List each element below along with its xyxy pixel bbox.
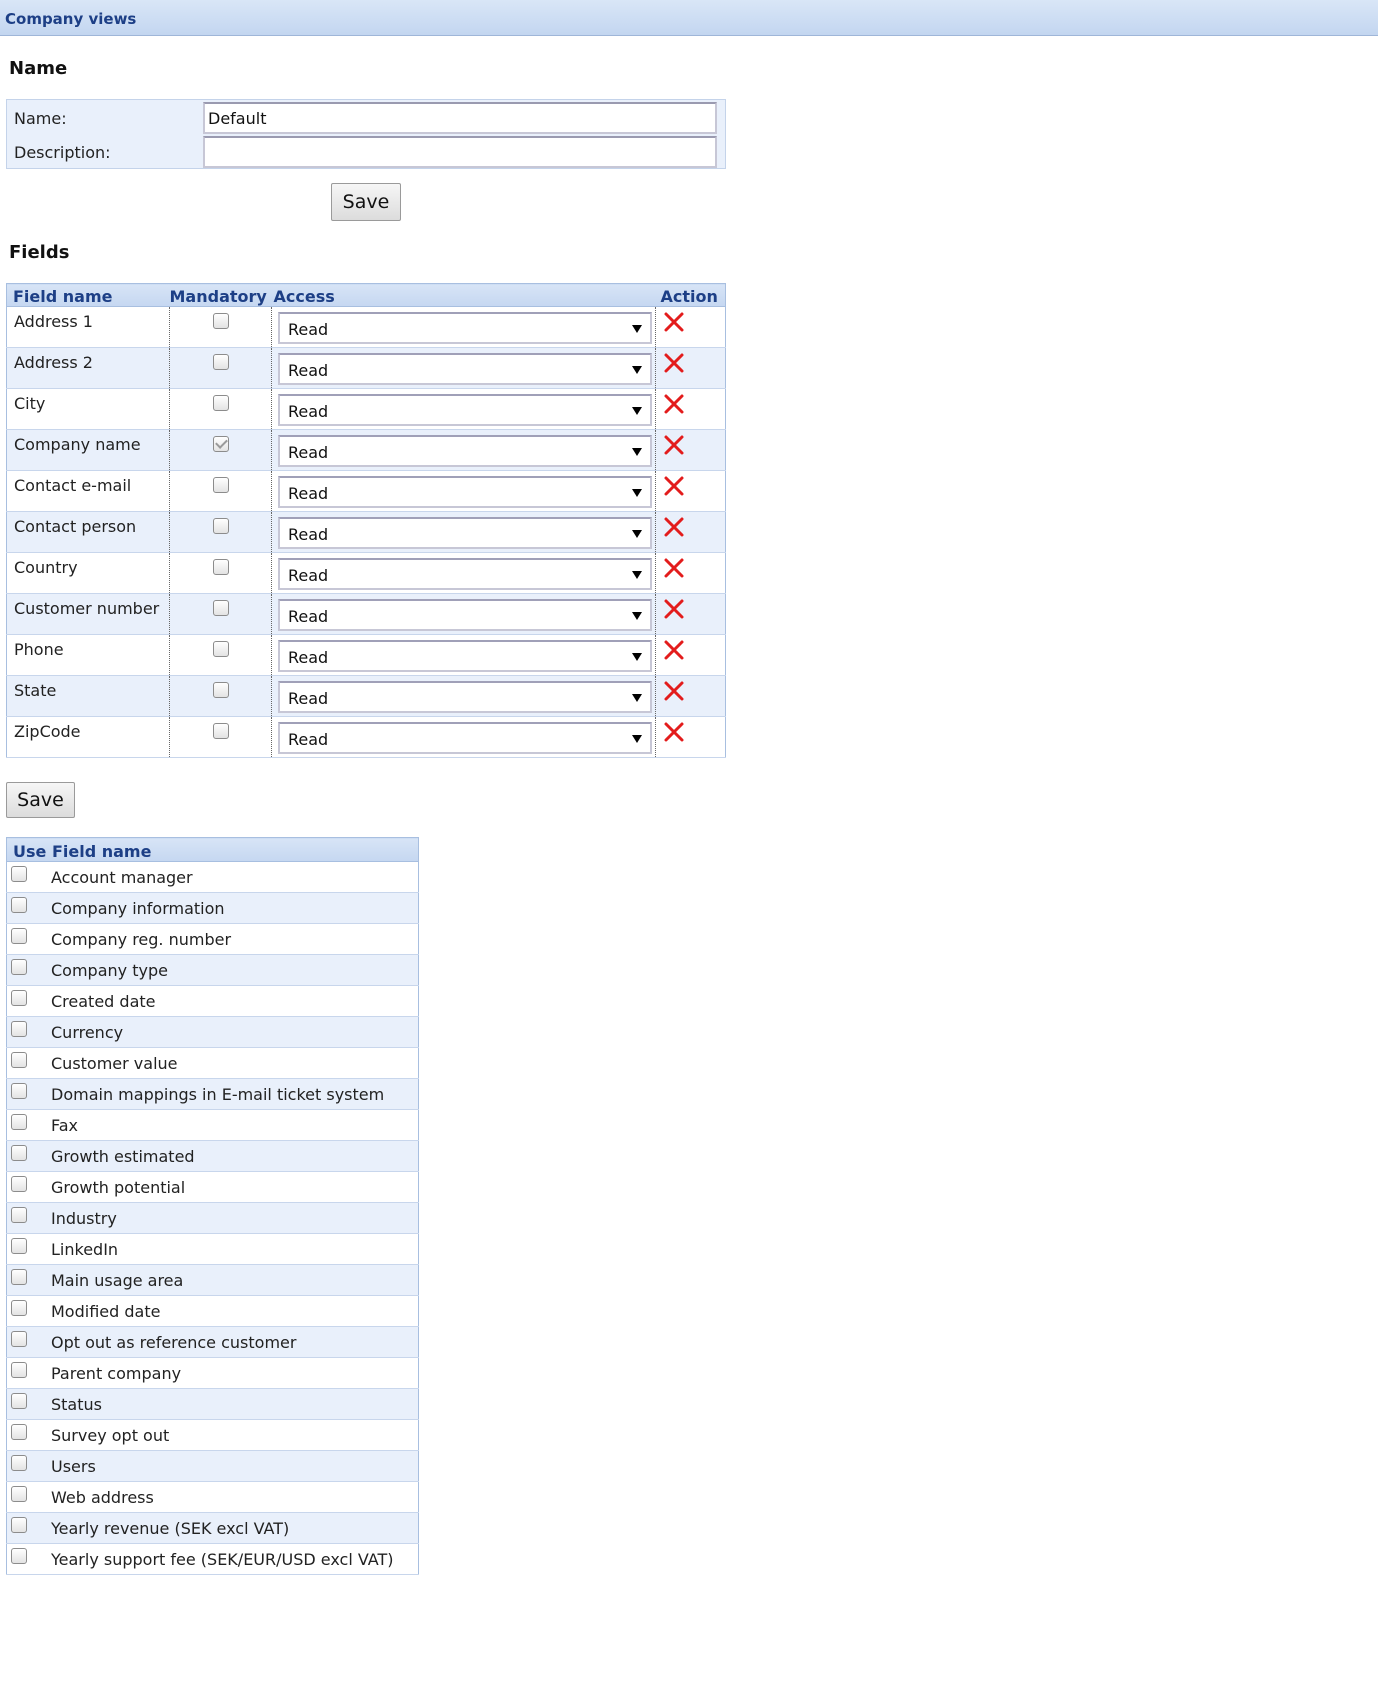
- use-field-checkbox[interactable]: [11, 1176, 27, 1192]
- use-field-cell: [7, 1327, 419, 1358]
- use-field-item: [7, 893, 418, 923]
- mandatory-cell: [170, 676, 272, 717]
- use-field-checkbox[interactable]: [11, 928, 27, 944]
- use-field-checkbox[interactable]: [11, 990, 27, 1006]
- use-field-row: [7, 1017, 419, 1048]
- use-field-label: Currency: [51, 1023, 124, 1042]
- access-select[interactable]: [278, 558, 652, 590]
- use-field-label: Growth estimated: [51, 1147, 195, 1166]
- use-field-label: Customer value: [51, 1054, 178, 1073]
- access-select[interactable]: [278, 435, 652, 467]
- use-field-cell: [7, 1296, 419, 1327]
- use-field-cell: [7, 986, 419, 1017]
- use-field-label: Parent company: [51, 1364, 182, 1383]
- field-name-cell: [7, 430, 170, 471]
- use-field-checkbox[interactable]: [11, 1083, 27, 1099]
- use-field-cell: [7, 1110, 419, 1141]
- use-field-checkbox[interactable]: [11, 1052, 27, 1068]
- access-select[interactable]: [278, 476, 652, 508]
- access-select-value: Read: [288, 607, 329, 626]
- access-select-value: Read: [288, 484, 329, 503]
- use-field-row: [7, 955, 419, 986]
- use-field-row: [7, 1203, 419, 1234]
- access-select-value: Read: [288, 320, 329, 339]
- description-input[interactable]: [203, 136, 717, 168]
- field-name: City: [14, 394, 46, 413]
- use-field-row: [7, 924, 419, 955]
- access-cell: [272, 676, 656, 717]
- access-cell: [272, 348, 656, 389]
- use-field-row: [7, 1358, 419, 1389]
- use-fields-table: [6, 837, 419, 1575]
- use-field-cell: [7, 1358, 419, 1389]
- mandatory-checkbox[interactable]: [213, 354, 229, 370]
- action-cell: [656, 553, 726, 594]
- field-name: Address 1: [14, 312, 93, 331]
- field-row: [7, 635, 726, 676]
- dropdown-arrow-icon: [632, 366, 642, 374]
- field-name: Contact e-mail: [14, 476, 132, 495]
- use-field-checkbox[interactable]: [11, 1393, 27, 1409]
- use-field-label: Industry: [51, 1209, 117, 1228]
- delete-x-icon[interactable]: [663, 434, 685, 456]
- use-field-cell: [7, 1079, 419, 1110]
- action-cell: [656, 389, 726, 430]
- mandatory-checkbox[interactable]: [213, 600, 229, 616]
- access-select[interactable]: [278, 312, 652, 344]
- use-field-item: [7, 955, 418, 985]
- dropdown-arrow-icon: [632, 571, 642, 579]
- access-cell: [272, 553, 656, 594]
- use-field-checkbox[interactable]: [11, 1300, 27, 1316]
- column-header-use: Use: [13, 842, 47, 861]
- mandatory-checkbox[interactable]: [213, 436, 229, 452]
- field-name: Country: [14, 558, 78, 577]
- delete-x-icon[interactable]: [663, 516, 685, 538]
- dropdown-arrow-icon: [632, 612, 642, 620]
- column-header-access: Access: [272, 284, 656, 307]
- mandatory-checkbox[interactable]: [213, 641, 229, 657]
- use-field-checkbox[interactable]: [11, 1238, 27, 1254]
- access-select[interactable]: [278, 599, 652, 631]
- use-field-item: [7, 1234, 418, 1264]
- use-field-label: Company type: [51, 961, 168, 980]
- use-field-row: [7, 1451, 419, 1482]
- field-row: [7, 430, 726, 471]
- field-name: State: [14, 681, 57, 700]
- save-fields-button[interactable]: Save: [6, 782, 75, 818]
- use-table-header: [7, 838, 419, 862]
- access-select[interactable]: [278, 394, 652, 426]
- column-header-use-field-name: Field name: [51, 842, 152, 861]
- mandatory-checkbox[interactable]: [213, 559, 229, 575]
- use-field-checkbox[interactable]: [11, 1331, 27, 1347]
- use-field-cell: [7, 1048, 419, 1079]
- use-field-item: [7, 1141, 418, 1171]
- mandatory-checkbox[interactable]: [213, 477, 229, 493]
- use-field-item: [7, 1358, 418, 1388]
- use-field-item: [7, 1079, 418, 1109]
- use-field-cell: [7, 1017, 419, 1048]
- save-name-button[interactable]: Save: [331, 183, 401, 221]
- action-cell: [656, 512, 726, 553]
- mandatory-cell: [170, 594, 272, 635]
- action-cell: [656, 430, 726, 471]
- delete-x-icon[interactable]: [663, 352, 685, 374]
- dropdown-arrow-icon: [632, 489, 642, 497]
- field-name-cell: [7, 635, 170, 676]
- use-field-checkbox[interactable]: [11, 1548, 27, 1564]
- use-field-label: Growth potential: [51, 1178, 186, 1197]
- access-select[interactable]: [278, 353, 652, 385]
- field-name-cell: [7, 594, 170, 635]
- mandatory-cell: [170, 512, 272, 553]
- use-field-label: Created date: [51, 992, 156, 1011]
- use-field-cell: [7, 862, 419, 893]
- mandatory-cell: [170, 430, 272, 471]
- use-field-row: [7, 986, 419, 1017]
- use-field-cell: [7, 1141, 419, 1172]
- use-field-cell: [7, 924, 419, 955]
- use-field-row: [7, 1420, 419, 1451]
- delete-x-icon[interactable]: [663, 311, 685, 333]
- use-field-label: Users: [51, 1457, 96, 1476]
- field-row: [7, 512, 726, 553]
- use-field-cell: [7, 1420, 419, 1451]
- mandatory-cell: [170, 471, 272, 512]
- access-select-value: Read: [288, 402, 329, 421]
- name-input[interactable]: [203, 102, 717, 134]
- mandatory-checkbox[interactable]: [213, 723, 229, 739]
- use-field-item: [7, 1265, 418, 1295]
- field-row: [7, 471, 726, 512]
- field-name-cell: [7, 307, 170, 348]
- use-field-checkbox[interactable]: [11, 1269, 27, 1285]
- field-row: [7, 553, 726, 594]
- use-field-cell: [7, 893, 419, 924]
- use-field-checkbox[interactable]: [11, 1424, 27, 1440]
- field-name-cell: [7, 676, 170, 717]
- use-field-label: LinkedIn: [51, 1240, 119, 1259]
- use-field-row: [7, 862, 419, 893]
- window-title: Company views: [0, 0, 1378, 36]
- use-field-row: [7, 1172, 419, 1203]
- action-cell: [656, 471, 726, 512]
- use-field-item: [7, 986, 418, 1016]
- delete-x-icon[interactable]: [663, 557, 685, 579]
- use-field-row: [7, 893, 419, 924]
- use-field-cell: [7, 955, 419, 986]
- use-field-checkbox[interactable]: [11, 1207, 27, 1223]
- column-header-action: Action: [656, 284, 726, 307]
- field-row: [7, 348, 726, 389]
- use-field-item: [7, 1203, 418, 1233]
- fields-section-heading: Fields: [9, 242, 70, 263]
- use-field-label: Web address: [51, 1488, 154, 1507]
- use-field-item: [7, 1482, 418, 1512]
- use-field-label: Main usage area: [51, 1271, 184, 1290]
- use-field-row: [7, 1265, 419, 1296]
- use-field-label: Status: [51, 1395, 102, 1414]
- field-name-cell: [7, 389, 170, 430]
- field-row: [7, 307, 726, 348]
- use-field-row: [7, 1482, 419, 1513]
- use-field-item: [7, 1172, 418, 1202]
- use-field-label: Survey opt out: [51, 1426, 170, 1445]
- mandatory-cell: [170, 635, 272, 676]
- use-field-item: [7, 924, 418, 954]
- use-field-item: [7, 1544, 418, 1574]
- use-field-item: [7, 1451, 418, 1481]
- field-row: [7, 389, 726, 430]
- action-cell: [656, 635, 726, 676]
- mandatory-cell: [170, 307, 272, 348]
- access-select-value: Read: [288, 525, 329, 544]
- use-field-checkbox[interactable]: [11, 897, 27, 913]
- field-name: Phone: [14, 640, 64, 659]
- use-field-item: [7, 1048, 418, 1078]
- use-field-label: Account manager: [51, 868, 193, 887]
- dropdown-arrow-icon: [632, 694, 642, 702]
- field-name: ZipCode: [14, 722, 81, 741]
- description-row: [7, 134, 725, 168]
- name-label: Name:: [14, 109, 67, 128]
- dropdown-arrow-icon: [632, 407, 642, 415]
- access-select-value: Read: [288, 361, 329, 380]
- use-field-item: [7, 1513, 418, 1543]
- use-field-cell: [7, 1203, 419, 1234]
- mandatory-cell: [170, 389, 272, 430]
- access-select[interactable]: [278, 722, 652, 754]
- delete-x-icon[interactable]: [663, 721, 685, 743]
- access-cell: [272, 307, 656, 348]
- use-field-checkbox[interactable]: [11, 959, 27, 975]
- access-select[interactable]: [278, 640, 652, 672]
- name-row: [7, 100, 725, 134]
- action-cell: [656, 307, 726, 348]
- action-cell: [656, 676, 726, 717]
- access-select-value: Read: [288, 443, 329, 462]
- use-field-label: Domain mappings in E-mail ticket system: [51, 1085, 385, 1104]
- column-header-field-name: Field name: [7, 284, 170, 307]
- use-field-cell: [7, 1234, 419, 1265]
- use-field-item: [7, 1420, 418, 1450]
- field-name-cell: [7, 717, 170, 758]
- use-field-row: [7, 1110, 419, 1141]
- use-table-header-label: [7, 838, 419, 862]
- column-header-mandatory: Mandatory: [170, 284, 272, 307]
- use-field-label: Opt out as reference customer: [51, 1333, 297, 1352]
- field-row: [7, 676, 726, 717]
- use-field-row: [7, 1513, 419, 1544]
- field-name-cell: [7, 348, 170, 389]
- use-field-checkbox[interactable]: [11, 1145, 27, 1161]
- mandatory-checkbox[interactable]: [213, 518, 229, 534]
- mandatory-checkbox[interactable]: [213, 395, 229, 411]
- field-name: Customer number: [14, 599, 160, 618]
- use-field-row: [7, 1048, 419, 1079]
- access-cell: [272, 594, 656, 635]
- action-cell: [656, 594, 726, 635]
- delete-x-icon[interactable]: [663, 680, 685, 702]
- mandatory-cell: [170, 553, 272, 594]
- use-field-row: [7, 1296, 419, 1327]
- use-field-cell: [7, 1451, 419, 1482]
- use-field-cell: [7, 1482, 419, 1513]
- use-field-item: [7, 1296, 418, 1326]
- mandatory-cell: [170, 348, 272, 389]
- field-row: [7, 594, 726, 635]
- access-cell: [272, 512, 656, 553]
- access-cell: [272, 389, 656, 430]
- use-field-cell: [7, 1265, 419, 1296]
- dropdown-arrow-icon: [632, 653, 642, 661]
- access-select-value: Read: [288, 689, 329, 708]
- name-section-heading: Name: [9, 58, 68, 79]
- use-field-checkbox[interactable]: [11, 1021, 27, 1037]
- use-field-cell: [7, 1513, 419, 1544]
- field-name-cell: [7, 512, 170, 553]
- use-field-label: Yearly support fee (SEK/EUR/USD excl VAT): [51, 1550, 394, 1569]
- delete-x-icon[interactable]: [663, 639, 685, 661]
- access-cell: [272, 717, 656, 758]
- use-field-label: Modified date: [51, 1302, 161, 1321]
- use-field-row: [7, 1141, 419, 1172]
- use-field-row: [7, 1544, 419, 1575]
- access-select-value: Read: [288, 648, 329, 667]
- mandatory-checkbox[interactable]: [213, 313, 229, 329]
- action-cell: [656, 348, 726, 389]
- use-field-row: [7, 1327, 419, 1358]
- delete-x-icon[interactable]: [663, 475, 685, 497]
- delete-x-icon[interactable]: [663, 393, 685, 415]
- use-field-row: [7, 1234, 419, 1265]
- field-name: Company name: [14, 435, 141, 454]
- field-name: Contact person: [14, 517, 137, 536]
- use-field-item: [7, 1110, 418, 1140]
- access-select[interactable]: [278, 517, 652, 549]
- mandatory-checkbox[interactable]: [213, 682, 229, 698]
- dropdown-arrow-icon: [632, 530, 642, 538]
- fields-table-header: [7, 284, 726, 307]
- field-name-cell: [7, 553, 170, 594]
- use-field-item: [7, 1017, 418, 1047]
- use-field-label: Fax: [51, 1116, 79, 1135]
- field-row: [7, 717, 726, 758]
- access-select[interactable]: [278, 681, 652, 713]
- name-form: [6, 99, 726, 169]
- use-field-checkbox[interactable]: [11, 1486, 27, 1502]
- access-select-value: Read: [288, 566, 329, 585]
- use-field-cell: [7, 1544, 419, 1575]
- use-field-item: [7, 862, 418, 892]
- use-field-label: Company reg. number: [51, 930, 232, 949]
- description-label: Description:: [14, 143, 111, 162]
- use-field-cell: [7, 1389, 419, 1420]
- use-field-label: Company information: [51, 899, 225, 918]
- delete-x-icon[interactable]: [663, 598, 685, 620]
- access-cell: [272, 430, 656, 471]
- use-field-row: [7, 1079, 419, 1110]
- use-field-checkbox[interactable]: [11, 1114, 27, 1130]
- use-field-checkbox[interactable]: [11, 866, 27, 882]
- dropdown-arrow-icon: [632, 448, 642, 456]
- access-cell: [272, 635, 656, 676]
- field-name-cell: [7, 471, 170, 512]
- fields-table: [6, 283, 726, 758]
- action-cell: [656, 717, 726, 758]
- field-name: Address 2: [14, 353, 93, 372]
- dropdown-arrow-icon: [632, 325, 642, 333]
- access-select-value: Read: [288, 730, 329, 749]
- use-field-label: Yearly revenue (SEK excl VAT): [51, 1519, 290, 1538]
- use-field-checkbox[interactable]: [11, 1455, 27, 1471]
- use-field-checkbox[interactable]: [11, 1517, 27, 1533]
- use-field-cell: [7, 1172, 419, 1203]
- dropdown-arrow-icon: [632, 735, 642, 743]
- use-field-item: [7, 1389, 418, 1419]
- use-field-row: [7, 1389, 419, 1420]
- use-field-item: [7, 1327, 418, 1357]
- use-field-checkbox[interactable]: [11, 1362, 27, 1378]
- mandatory-cell: [170, 717, 272, 758]
- access-cell: [272, 471, 656, 512]
